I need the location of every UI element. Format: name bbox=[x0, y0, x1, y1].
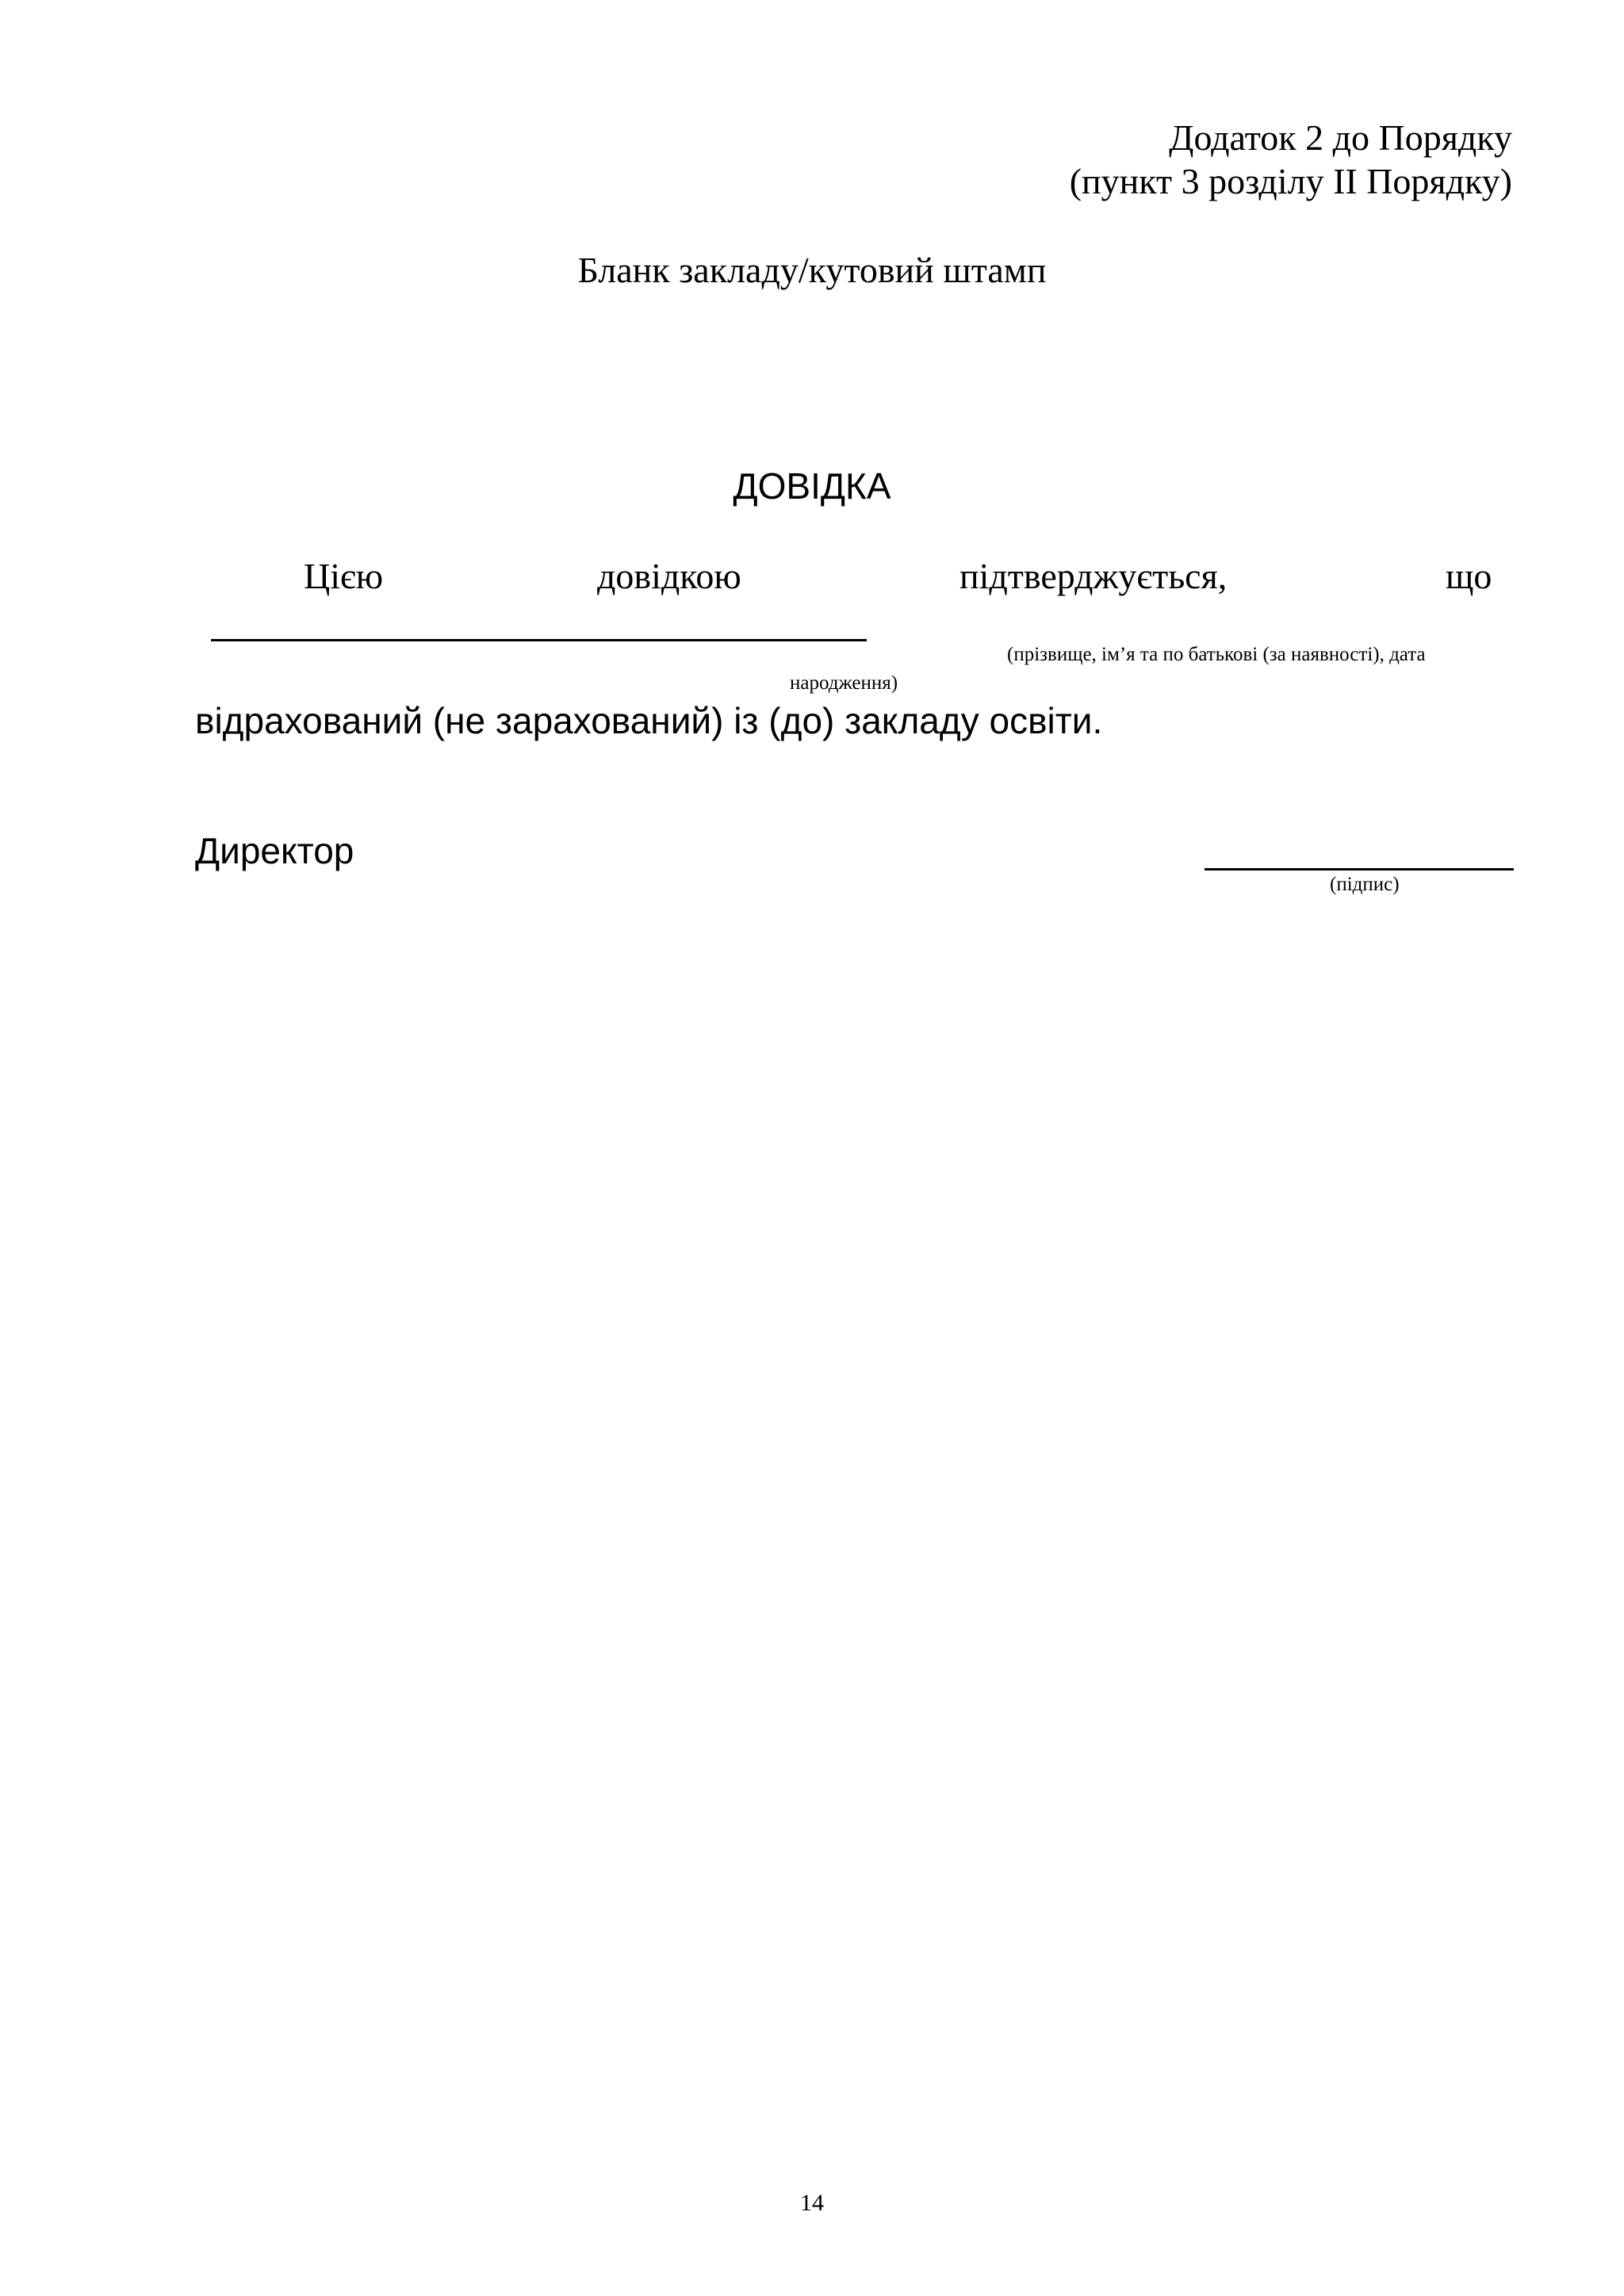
document-title: ДОВІДКА bbox=[733, 465, 891, 507]
name-field-caption-line-2: народження) bbox=[790, 672, 898, 694]
certify-word-4: що bbox=[1446, 556, 1492, 596]
name-field-caption-line-1: (прізвище, ім’я та по батькові (за наявності), дата bbox=[1007, 644, 1426, 665]
certify-word-3: підтверджується, bbox=[959, 556, 1228, 596]
annex-reference-line-2: (пункт 3 розділу ІІ Порядку) bbox=[1069, 161, 1512, 201]
certify-word-2: довідкою bbox=[597, 556, 741, 596]
institution-stamp-note: Бланк закладу/кутовий штамп bbox=[577, 250, 1047, 290]
certify-word-1: Цією bbox=[304, 556, 384, 596]
signatory-title: Директор bbox=[195, 830, 354, 871]
annex-reference-line-1: Додаток 2 до Порядку bbox=[1169, 117, 1512, 158]
name-blank-line bbox=[211, 639, 867, 641]
signature-blank-line bbox=[1205, 868, 1514, 871]
page-number: 14 bbox=[800, 2190, 824, 2216]
signature-caption: (підпис) bbox=[1330, 874, 1400, 895]
statement-text: відрахований (не зарахований) із (до) закладу освіти. bbox=[195, 700, 1103, 741]
